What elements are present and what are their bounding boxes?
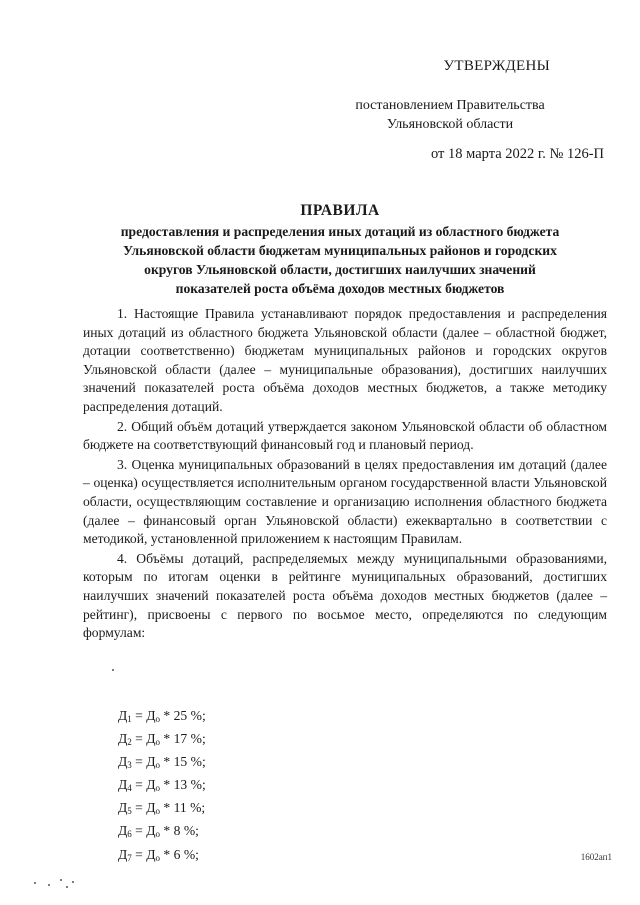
scan-speck — [112, 669, 114, 671]
formula-lhs-index: 7 — [127, 852, 132, 863]
formula-rhs: Д — [146, 800, 156, 816]
formula-lhs: Д — [118, 823, 128, 839]
formula-percent: * 15 %; — [160, 754, 206, 770]
formula-percent: * 13 %; — [160, 777, 206, 793]
document-code: 1602ап1 — [580, 852, 612, 862]
subtitle-line: Ульяновской области бюджетам муниципальных районов и городских — [123, 243, 557, 258]
formula-rhs-index: о — [155, 783, 161, 794]
formula-rhs: Д — [146, 846, 156, 862]
formula-percent: * 11 %; — [160, 800, 206, 816]
formula-rhs: Д — [146, 731, 156, 747]
document-body — [83, 305, 607, 644]
formula-lhs: Д — [118, 754, 128, 770]
scan-speck — [60, 879, 62, 881]
scan-speck — [48, 884, 50, 886]
paragraph-1: 1. Настоящие Правила устанавливают порядок предоставления и распределения иных дотаций из областного бюджета Ульяновской области (далее – областной бюджет, дотации соответственно) бюджетам муниципальных районов и городских округов Ульяновской области (далее – муниципальные образования), достигших наилучших значений показателей роста объёма доходов местных бюджетов, а также методику распределения дотаций. — [83, 306, 607, 414]
resolution-reference — [330, 96, 570, 134]
formula-rhs-index: о — [155, 829, 161, 840]
formula-lhs-index: 4 — [127, 783, 132, 794]
paragraph-4: 4. Объёмы дотаций, распределяемых между муниципальными образованиями, которым по итогам оценки в рейтинге муниципальных образований, достигших наилучших значений показателей роста объёма доходов местных бюджетов (далее – рейтинг), присвоены с первого по восьмое место, определяются по следующим формулам: — [83, 550, 607, 641]
formula-list — [118, 706, 206, 868]
formula-line: $Д_4 = Д_о * 13$ %; — [118, 777, 206, 794]
approval-stamp: УТВЕРЖДЕНЫ — [443, 58, 550, 74]
document-title — [80, 202, 600, 298]
formula-percent: * 6 %; — [160, 846, 199, 862]
formula-line: $Д_2 = Д_о * 17$ %; — [118, 731, 206, 748]
formula-rhs-index: о — [155, 806, 161, 817]
formula-lhs: Д — [118, 731, 128, 747]
formula-rhs: Д — [146, 754, 156, 770]
subtitle-line: показателей роста объёма доходов местных бюджетов — [175, 281, 505, 296]
formula-rhs: Д — [146, 708, 156, 723]
paragraph-3: 3. Оценка муниципальных образований в целях предоставления им дотаций (далее – оценка) осуществляется исполнительным органом государственной власти Ульяновской области, осуществляющим составление и организацию исполнения областного бюджета (далее – финансовый орган Ульяновской области) ежеквартально в соответствии с методикой, установленной приложением к настоящим Правилам. — [83, 456, 607, 547]
scan-speck — [34, 882, 36, 884]
resolution-line: Ульяновской области — [386, 117, 514, 132]
formula-rhs-index: о — [155, 760, 161, 771]
subtitle-line: предоставления и распределения иных дотаций из областного бюджета — [120, 224, 560, 239]
formula-percent: * 8 %; — [160, 823, 199, 839]
formula-rhs: Д — [146, 777, 156, 793]
formula-percent: * 25 %; — [160, 708, 206, 723]
formula-rhs-index: о — [155, 714, 161, 724]
formula-line: $Д_6 = Д_о * 8$ %; — [118, 823, 199, 840]
formula-line: $Д_3 = Д_о * 15$ %; — [118, 754, 206, 771]
formula-rhs: Д — [146, 823, 156, 839]
formula-rhs-index: о — [155, 852, 161, 863]
formula-lhs-index: 1 — [127, 714, 132, 724]
formula-rhs-index: о — [155, 737, 161, 748]
formula-lhs: Д — [118, 846, 128, 862]
formula-lhs: Д — [118, 777, 128, 793]
formula-percent: * 17 %; — [160, 731, 206, 747]
title-main: ПРАВИЛА — [300, 202, 380, 219]
formula-lhs-index: 6 — [127, 829, 132, 840]
resolution-line: постановлением Правительства — [355, 98, 545, 113]
formula-line: $Д_1 = Д_о * 25$ %; — [118, 708, 206, 724]
scan-speck — [66, 886, 68, 888]
formula-lhs-index: 5 — [127, 806, 132, 817]
scan-speck — [72, 881, 74, 883]
formula-line: $Д_5 = Д_о * 11$ %; — [118, 800, 206, 817]
subtitle-line: округов Ульяновской области, достигших наилучших значений — [144, 262, 536, 277]
formula-lhs: Д — [118, 708, 128, 723]
title-subtitle — [80, 222, 600, 298]
formula-lhs-index: 2 — [127, 737, 132, 748]
formula-lhs-index: 3 — [127, 760, 132, 771]
resolution-date: от 18 марта 2022 г. № 126-П — [431, 146, 604, 162]
formula-line: $Д_7 = Д_о * 6$ %; — [118, 846, 199, 863]
paragraph-2: 2. Общий объём дотаций утверждается законом Ульяновской области об областном бюджете на соответствующий финансовый год и плановый период. — [83, 418, 607, 453]
formula-lhs: Д — [118, 800, 128, 816]
